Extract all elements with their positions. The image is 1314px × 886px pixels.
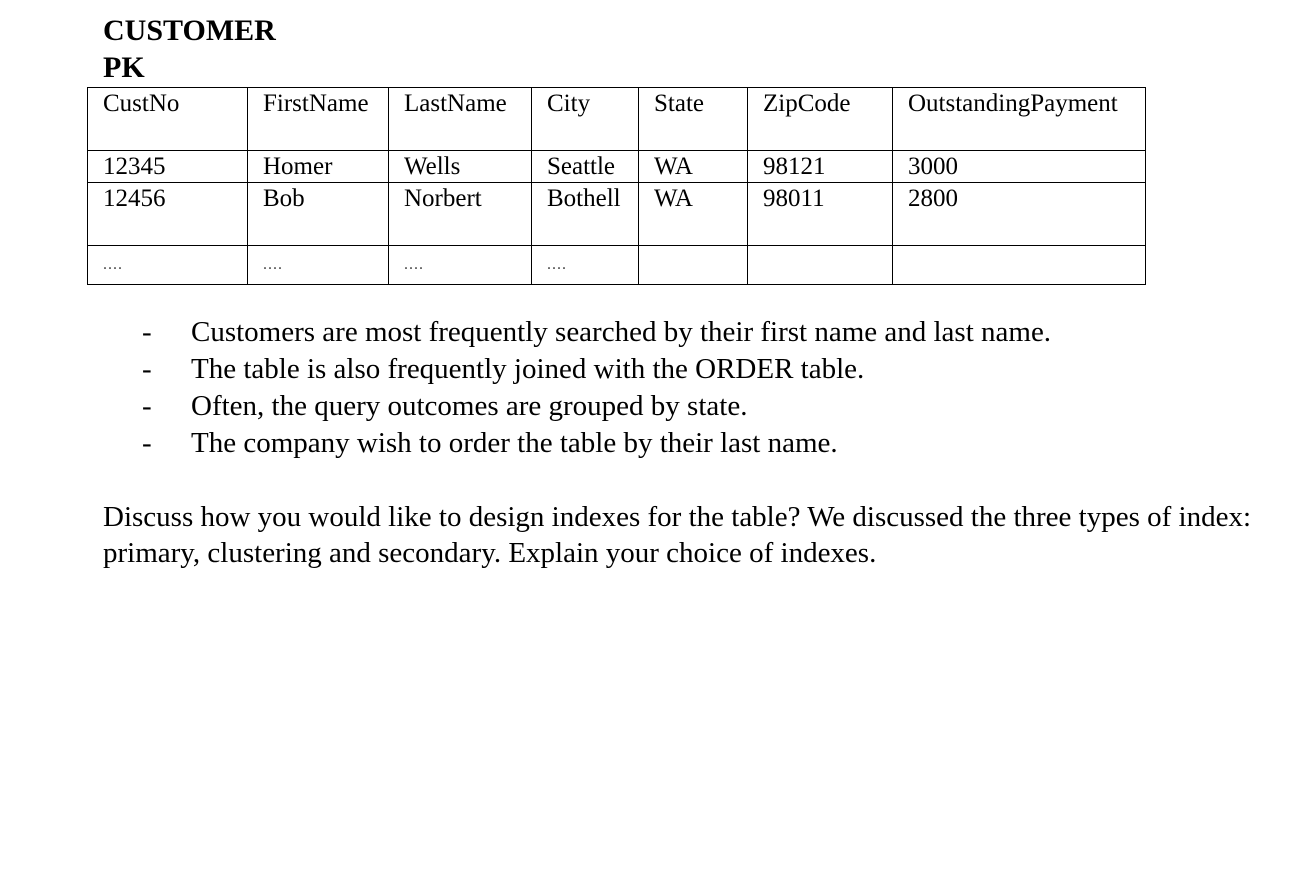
ellipsis-cell: .... <box>248 246 389 285</box>
question-paragraph: Discuss how you would like to design indexes for the table? We discussed the three types of index: primary, clustering and secondary. Explain your choice of indexes. <box>103 501 1252 569</box>
primary-key-label: PK <box>103 51 145 84</box>
header-cell: FirstName <box>248 88 389 151</box>
customer-table <box>87 87 1146 285</box>
header-cell: State <box>639 88 748 151</box>
table-cell <box>639 246 748 285</box>
table-cell: Bob <box>248 183 389 246</box>
header-cell: CustNo <box>88 88 248 151</box>
table-cell: 12456 <box>88 183 248 246</box>
table-row <box>88 151 1146 183</box>
list-item-text: The table is also frequently joined with the ORDER table. <box>191 353 865 385</box>
table-cell: Wells <box>389 151 532 183</box>
bullet-dash: - <box>142 427 152 459</box>
header-cell: OutstandingPayment <box>893 88 1146 151</box>
ellipsis-cell: .... <box>88 246 248 285</box>
header-cell: LastName <box>389 88 532 151</box>
ellipsis-cell: .... <box>532 246 639 285</box>
table-cell: 98011 <box>748 183 893 246</box>
list-item-text: Customers are most frequently searched by their first name and last name. <box>191 316 1052 348</box>
table-cell: 3000 <box>893 151 1146 183</box>
list-item <box>0 314 1051 351</box>
list-item <box>0 388 1051 425</box>
table-row <box>88 183 1146 246</box>
requirements-list <box>0 314 1051 462</box>
table-title: CUSTOMER <box>103 14 276 47</box>
table-cell: Homer <box>248 151 389 183</box>
table-cell: Norbert <box>389 183 532 246</box>
table-cell: WA <box>639 151 748 183</box>
table-cell: 12345 <box>88 151 248 183</box>
table-cell: WA <box>639 183 748 246</box>
list-item-text: Often, the query outcomes are grouped by state. <box>191 390 748 422</box>
header-cell: ZipCode <box>748 88 893 151</box>
bullet-dash: - <box>142 390 152 422</box>
table-row <box>88 246 1146 285</box>
list-item-text: The company wish to order the table by their last name. <box>191 427 838 459</box>
table-cell <box>893 246 1146 285</box>
table-cell <box>748 246 893 285</box>
bullet-dash: - <box>142 316 152 348</box>
table-cell: 2800 <box>893 183 1146 246</box>
table-cell: Seattle <box>532 151 639 183</box>
list-item <box>0 351 1051 388</box>
table-cell: Bothell <box>532 183 639 246</box>
bullet-dash: - <box>142 353 152 385</box>
table-cell: 98121 <box>748 151 893 183</box>
header-cell: City <box>532 88 639 151</box>
table-header-row <box>88 88 1146 151</box>
list-item <box>0 425 1051 462</box>
ellipsis-cell: .... <box>389 246 532 285</box>
